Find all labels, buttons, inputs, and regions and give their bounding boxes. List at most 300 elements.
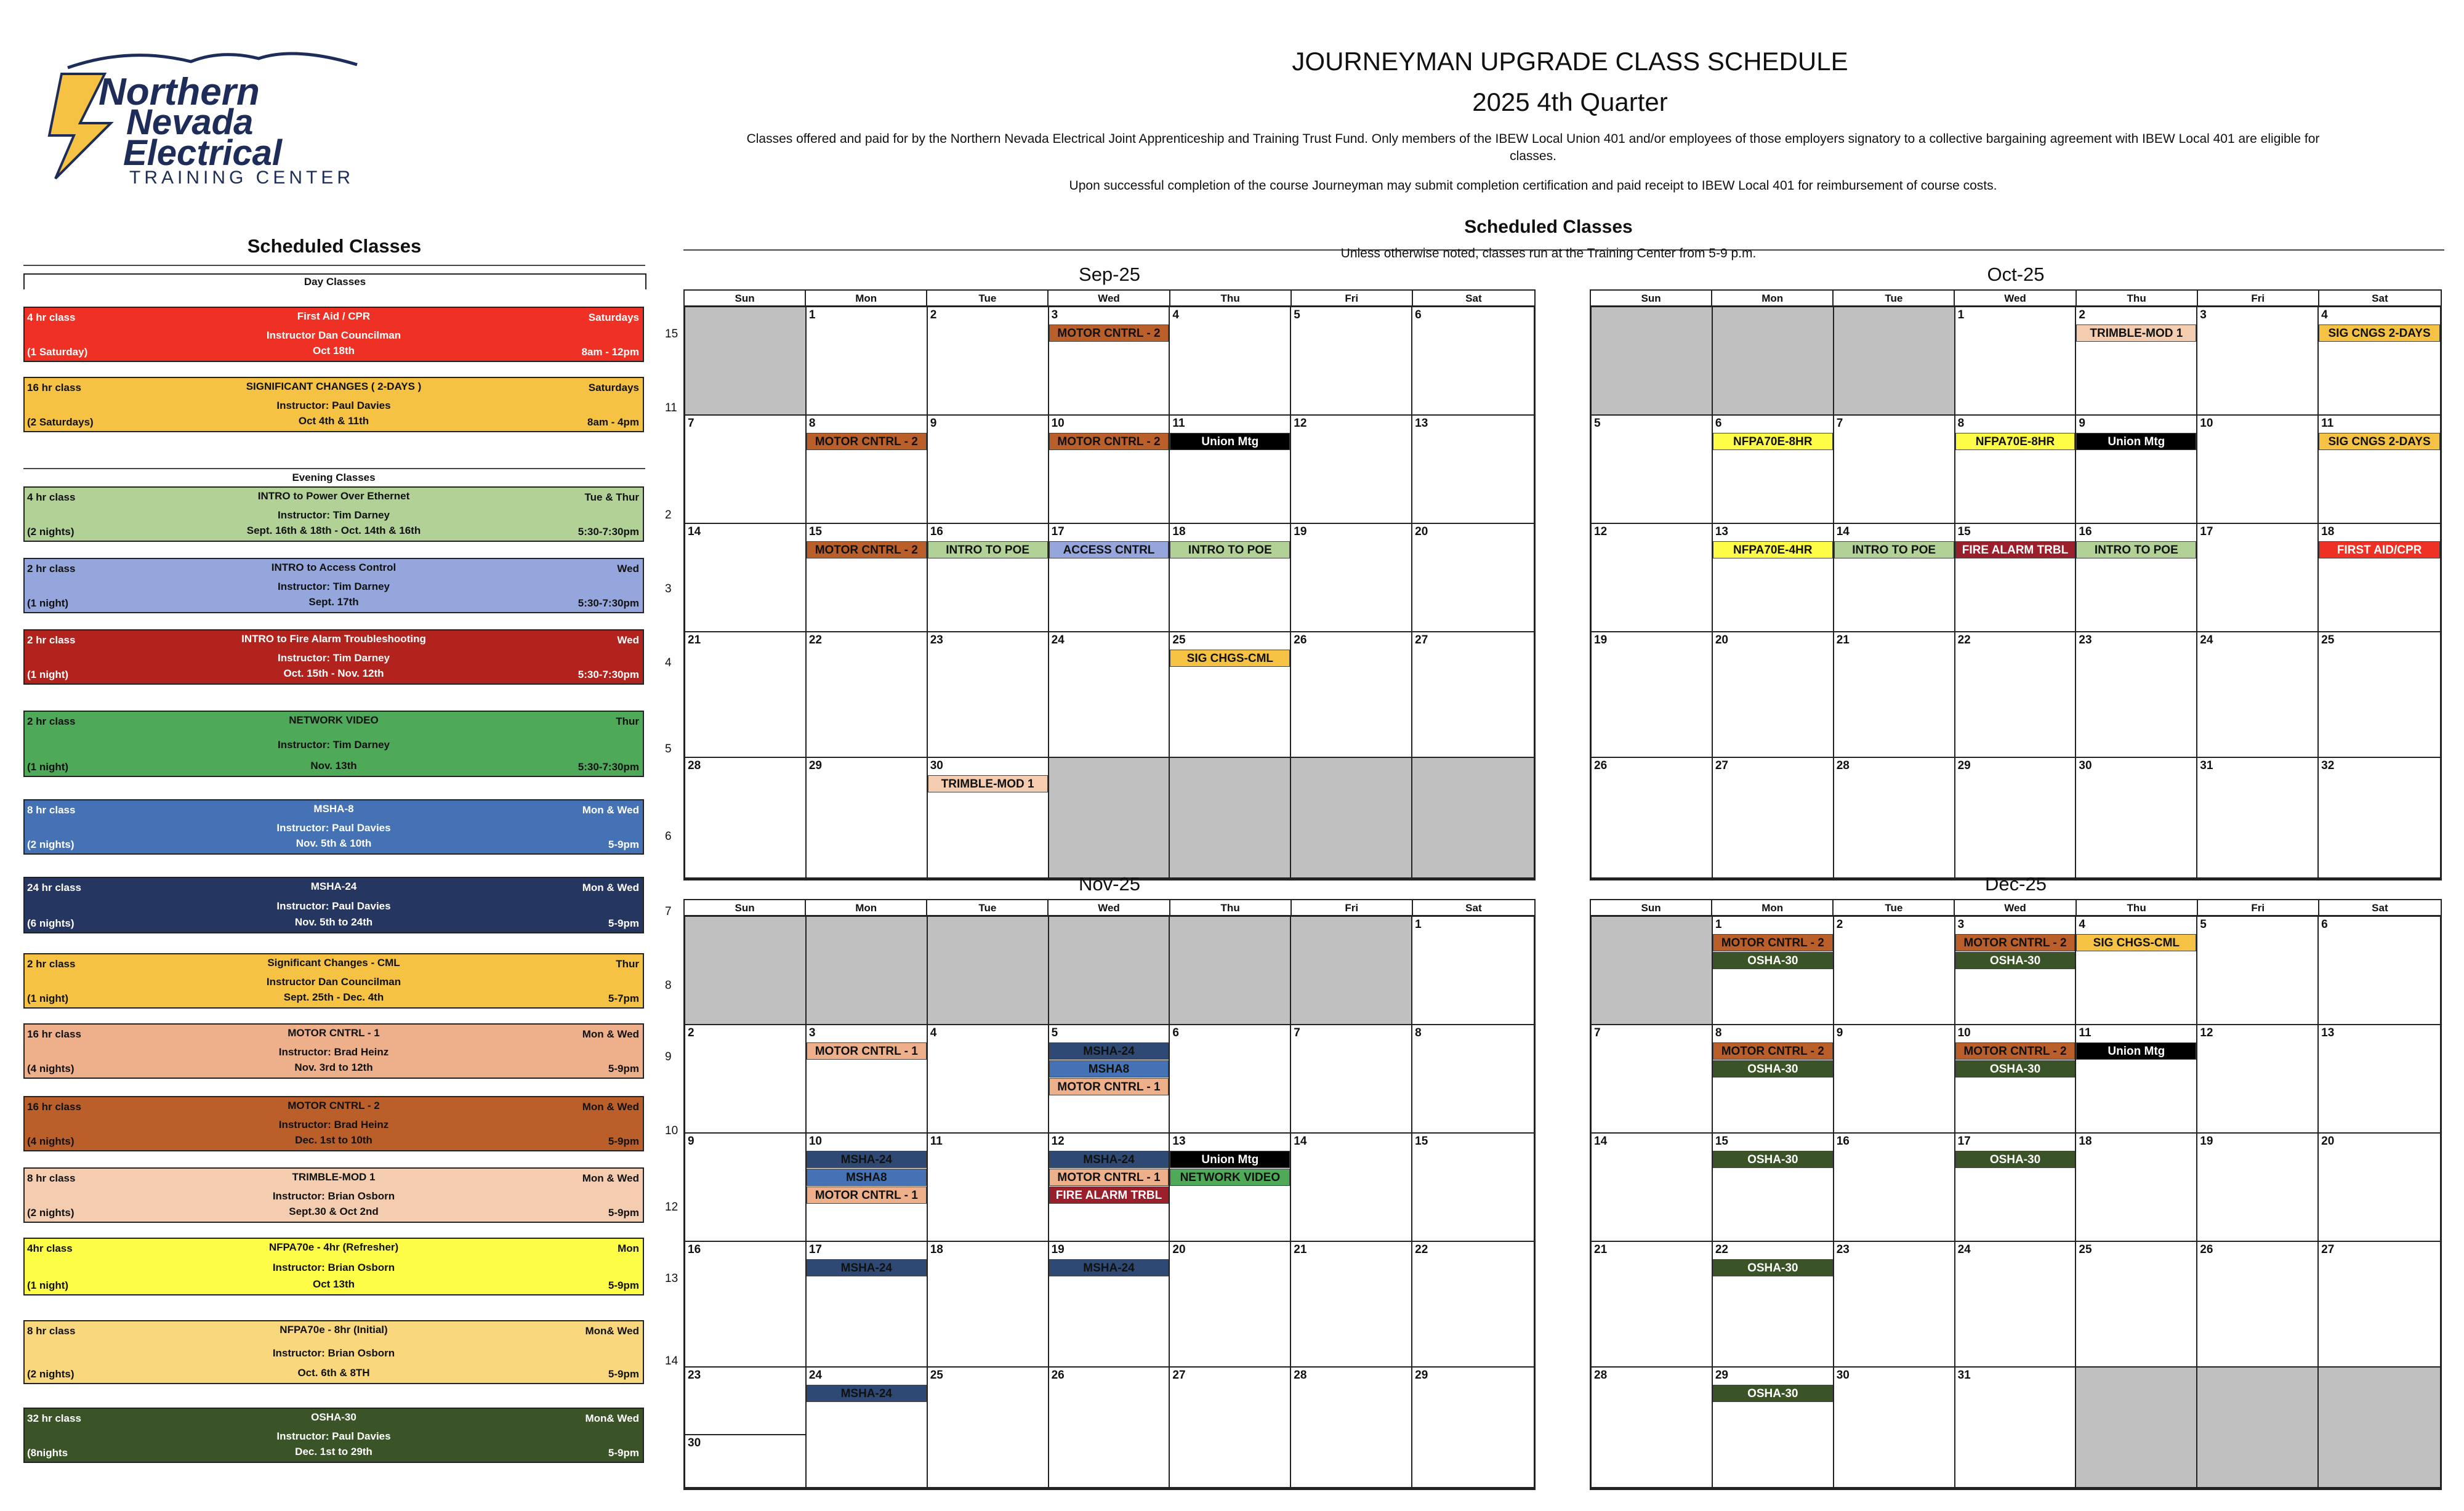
day-classes-heading: Day Classes [23, 273, 646, 289]
day-cell[interactable] [928, 1025, 1049, 1134]
month-grid [683, 915, 1536, 1490]
day-cell[interactable] [1170, 1242, 1291, 1368]
day-cell[interactable] [1412, 1134, 1534, 1242]
day-cell[interactable] [2197, 307, 2319, 416]
day-cell[interactable] [1713, 524, 1834, 632]
calendar-event[interactable]: SIG CHGS-CML [2076, 934, 2196, 951]
weekday-label: Thu [2077, 900, 2198, 916]
day-cell[interactable] [1291, 524, 1412, 632]
class-dates: Nov. 5th to 24th [294, 916, 373, 928]
class-dates: Nov. 3rd to 12th [294, 1062, 373, 1073]
day-number: 5 [1594, 417, 1601, 430]
day-cell[interactable] [1592, 1134, 1713, 1242]
day-cell[interactable] [1713, 632, 1834, 758]
calendar-event[interactable]: MOTOR CNTRL - 1 [1049, 1078, 1169, 1095]
calendar-event[interactable]: SIG CHGS-CML [1170, 650, 1290, 667]
day-cell[interactable] [1291, 1242, 1412, 1368]
class-instructor: Instructor: Paul Davies [276, 900, 391, 912]
day-cell[interactable] [2197, 758, 2319, 879]
class-name: MSHA-24 [310, 880, 357, 892]
weekday-label: Sun [685, 291, 806, 307]
day-cell[interactable] [807, 1242, 928, 1368]
weekday-label: Sat [2372, 292, 2388, 304]
class-hours: 32 hr class [27, 1412, 81, 1424]
day-number: 18 [1172, 525, 1186, 538]
class-instructor: Instructor: Brian Osborn [272, 1347, 395, 1359]
calendar-event[interactable]: MSHA-24 [807, 1259, 927, 1276]
day-cell[interactable] [1955, 416, 2077, 524]
day-number: 9 [930, 417, 937, 430]
day-number: 5 [1294, 308, 1300, 321]
day-number: 20 [1172, 1243, 1186, 1256]
day-cell[interactable] [1049, 1368, 1170, 1488]
day-cell[interactable] [1834, 1368, 1955, 1488]
class-time: 5:30-7:30pm [578, 761, 639, 773]
weekday-label: Fri [2198, 291, 2319, 307]
class-name: INTRO to Fire Alarm Troubleshooting [241, 633, 426, 645]
class-block [23, 558, 644, 613]
day-number: 8 [1415, 1026, 1422, 1039]
day-cell[interactable] [1834, 632, 1955, 758]
day-cell[interactable] [1955, 1368, 2077, 1488]
day-cell[interactable] [1955, 758, 2077, 879]
day-number: 16 [930, 525, 943, 538]
calendar-event[interactable]: MOTOR CNTRL - 2 [1955, 934, 2075, 951]
weekday-label: Wed [1955, 291, 2076, 307]
calendar-event[interactable]: Union Mtg [1170, 433, 1290, 450]
week-number: 9 [665, 1050, 672, 1063]
day-number: 9 [1836, 1026, 1843, 1039]
class-days: Wed [617, 634, 639, 646]
day-cell[interactable] [1713, 758, 1834, 879]
day-cell[interactable] [1170, 416, 1291, 524]
class-days: Saturdays [588, 312, 639, 323]
day-cell[interactable] [1412, 1025, 1534, 1134]
day-number: 16 [1836, 1135, 1850, 1148]
day-cell[interactable] [1713, 1242, 1834, 1368]
day-cell[interactable] [1713, 1368, 1834, 1488]
day-cell[interactable] [685, 1242, 807, 1368]
calendar-event[interactable]: MOTOR CNTRL - 1 [807, 1042, 927, 1060]
calendar-event[interactable]: FIRE ALARM TRBL [1955, 541, 2075, 558]
day-cell[interactable] [1049, 1242, 1170, 1368]
class-days: Mon& Wed [585, 1325, 639, 1337]
day-cell[interactable] [807, 416, 928, 524]
day-cell[interactable] [1834, 758, 1955, 879]
class-time: 8am - 4pm [587, 416, 639, 428]
class-time: 5-7pm [608, 993, 639, 1004]
calendar-event[interactable]: MOTOR CNTRL - 2 [1713, 934, 1833, 951]
calendar-event[interactable]: NFPA70E-8HR [1713, 433, 1833, 450]
day-cell[interactable] [2319, 1025, 2440, 1134]
day-cell[interactable] [2197, 1134, 2319, 1242]
day-cell[interactable] [685, 416, 807, 524]
class-name: NFPA70e - 8hr (Initial) [280, 1324, 388, 1336]
calendar-event[interactable]: MSHA-24 [1049, 1151, 1169, 1168]
day-number: 29 [1957, 759, 1971, 772]
calendar-event[interactable]: FIRST AID/CPR [2319, 541, 2440, 558]
class-days: Tue & Thur [584, 491, 639, 503]
day-cell[interactable] [928, 1134, 1049, 1242]
calendar-event[interactable]: OSHA-30 [1713, 1385, 1833, 1402]
class-dates: Dec. 1st to 29th [295, 1446, 372, 1457]
day-number: 8 [1957, 417, 1965, 430]
week-number: 2 [665, 509, 672, 522]
day-number: 1 [1415, 918, 1422, 931]
calendar-event[interactable]: MOTOR CNTRL - 2 [1713, 1042, 1833, 1060]
class-dates: Sept. 16th & 18th - Oct. 14th & 16th [246, 525, 421, 536]
calendar-event[interactable]: TRIMBLE-MOD 1 [928, 775, 1048, 792]
day-cell[interactable] [2319, 307, 2440, 416]
day-cell[interactable] [928, 416, 1049, 524]
day-cell[interactable] [1834, 917, 1955, 1025]
calendar-event[interactable]: OSHA-30 [1955, 952, 2075, 969]
calendar-event[interactable]: INTRO TO POE [928, 541, 1048, 558]
class-days: Mon [618, 1243, 639, 1254]
day-cell[interactable] [807, 1368, 928, 1488]
day-cell[interactable] [1412, 1368, 1534, 1488]
day-cell[interactable] [2197, 1025, 2319, 1134]
day-number: 24 [808, 1369, 822, 1382]
class-time: 5-9pm [608, 1207, 639, 1219]
day-cell[interactable] [1291, 1025, 1412, 1134]
class-days: Wed [617, 563, 639, 574]
class-time: 5:30-7:30pm [578, 526, 639, 538]
day-cell[interactable] [685, 524, 807, 632]
day-cell[interactable] [2076, 917, 2197, 1025]
day-cell[interactable] [1049, 1025, 1170, 1134]
day-cell[interactable] [2319, 524, 2440, 632]
day-number: 11 [2321, 417, 2334, 430]
calendar-event[interactable]: MSHA8 [1049, 1060, 1169, 1078]
day-number: 11 [2079, 1026, 2092, 1039]
calendar-event[interactable]: MSHA-24 [807, 1151, 927, 1168]
day-cell[interactable] [2319, 1242, 2440, 1368]
weekday-label: Sun [1591, 900, 1712, 916]
calendar-event[interactable]: SIG CNGS 2-DAYS [2319, 433, 2440, 450]
calendar-event[interactable]: MOTOR CNTRL - 2 [1049, 324, 1169, 342]
day-cell[interactable] [2319, 632, 2440, 758]
calendar-event[interactable]: MSHA-24 [1049, 1259, 1169, 1276]
day-cell[interactable] [1170, 1134, 1291, 1242]
evening-classes-heading: Evening Classes [23, 470, 644, 485]
day-cell[interactable] [1955, 917, 2077, 1025]
weekday-header [683, 289, 1536, 307]
weekday-label: Tue [1834, 900, 1955, 916]
class-dates: Oct 18th [312, 345, 355, 357]
day-cell[interactable] [1834, 1025, 1955, 1134]
class-block [23, 799, 644, 855]
day-cell[interactable] [807, 1134, 928, 1242]
day-number: 20 [1415, 525, 1428, 538]
day-cell[interactable] [928, 758, 1049, 879]
day-number: 6 [1172, 1026, 1179, 1039]
day-cell[interactable] [1291, 1134, 1412, 1242]
day-cell[interactable] [928, 524, 1049, 632]
day-cell[interactable] [2197, 416, 2319, 524]
class-days: Mon & Wed [582, 1172, 639, 1184]
calendar-event[interactable]: ACCESS CNTRL [1049, 541, 1169, 558]
day-number: 7 [1836, 417, 1843, 430]
weekday-header [1590, 289, 2442, 307]
day-number: 12 [1294, 417, 1307, 430]
day-cell[interactable] [1412, 307, 1534, 416]
day-cell[interactable] [1592, 416, 1713, 524]
day-number: 22 [1957, 634, 1971, 647]
day-number: 14 [1594, 1135, 1608, 1148]
logo-line1: Northern [99, 71, 260, 113]
day-number: 28 [1294, 1369, 1307, 1382]
week-number: 15 [665, 328, 678, 340]
class-count: (2 nights) [27, 839, 74, 850]
day-cell[interactable] [1834, 1134, 1955, 1242]
day-cell[interactable] [928, 307, 1049, 416]
calendar-event[interactable]: NFPA70E-8HR [1955, 433, 2075, 450]
day-cell[interactable] [685, 1134, 807, 1242]
day-cell[interactable] [2197, 524, 2319, 632]
day-cell[interactable] [2076, 1242, 2197, 1368]
day-cell[interactable] [1834, 416, 1955, 524]
day-cell[interactable] [2076, 1025, 2197, 1134]
day-cell[interactable] [1049, 632, 1170, 758]
day-cell[interactable] [2076, 307, 2197, 416]
class-block [23, 1320, 644, 1384]
day-cell[interactable] [2197, 1242, 2319, 1368]
day-cell[interactable] [1713, 917, 1834, 1025]
day-number: 24 [2200, 634, 2213, 647]
day-cell[interactable] [2076, 1134, 2197, 1242]
calendar-event[interactable]: INTRO TO POE [1170, 541, 1290, 558]
calendar-event[interactable]: OSHA-30 [1955, 1151, 2075, 1168]
class-count: (4 nights) [27, 1063, 74, 1074]
calendar-event[interactable]: SIG CNGS 2-DAYS [2319, 324, 2440, 342]
day-cell[interactable] [1170, 524, 1291, 632]
day-number: 29 [1715, 1369, 1728, 1382]
day-cell[interactable] [1170, 307, 1291, 416]
empty-day-cell [807, 917, 928, 1025]
day-cell[interactable] [1170, 1368, 1291, 1488]
day-number: 21 [1836, 634, 1850, 647]
day-cell[interactable] [1291, 632, 1412, 758]
month-grid [683, 305, 1536, 880]
day-number: 2 [930, 308, 937, 321]
day-cell[interactable] [1412, 416, 1534, 524]
calendar-event[interactable]: OSHA-30 [1713, 1151, 1833, 1168]
class-hours: 4 hr class [27, 312, 76, 323]
calendar-event[interactable]: NETWORK VIDEO [1170, 1169, 1290, 1186]
calendar-event[interactable]: OSHA-30 [1713, 1060, 1833, 1078]
class-count: (1 night) [27, 993, 69, 1004]
day-cell[interactable] [2076, 416, 2197, 524]
calendar-event[interactable]: MOTOR CNTRL - 2 [807, 541, 927, 558]
day-cell[interactable] [1955, 524, 2077, 632]
class-count: (2 nights) [27, 526, 74, 538]
day-cell[interactable] [2197, 632, 2319, 758]
class-block [23, 307, 644, 362]
calendar-event[interactable]: OSHA-30 [1713, 952, 1833, 969]
day-cell[interactable] [685, 632, 807, 758]
logo-graphic [37, 43, 369, 185]
day-cell[interactable] [807, 307, 928, 416]
day-cell[interactable] [1049, 524, 1170, 632]
day-cell[interactable] [1592, 524, 1713, 632]
day-number: 14 [688, 525, 701, 538]
calendar-event[interactable]: Union Mtg [2076, 1042, 2196, 1060]
class-block [23, 711, 644, 777]
calendar-event[interactable]: MSHA8 [807, 1169, 927, 1186]
day-number: 10 [808, 1135, 822, 1148]
calendar-event[interactable]: MOTOR CNTRL - 1 [1049, 1169, 1169, 1186]
calendar-event[interactable]: FIRE ALARM TRBL [1049, 1187, 1169, 1204]
class-instructor: Instructor: Paul Davies [276, 822, 391, 834]
day-cell[interactable] [1412, 632, 1534, 758]
day-number: 28 [1594, 1369, 1608, 1382]
day-cell[interactable] [807, 524, 928, 632]
day-cell[interactable] [1049, 416, 1170, 524]
day-cell[interactable] [1291, 307, 1412, 416]
day-cell[interactable] [1291, 416, 1412, 524]
day-number: 18 [930, 1243, 943, 1256]
calendar-event[interactable]: OSHA-30 [1955, 1060, 2075, 1078]
day-cell[interactable] [928, 1242, 1049, 1368]
day-number: 13 [1415, 417, 1428, 430]
day-cell[interactable] [1955, 1242, 2077, 1368]
weekday-label: Sun [685, 900, 806, 916]
day-number: 23 [1836, 1243, 1850, 1256]
day-cell[interactable] [1592, 1025, 1713, 1134]
day-cell[interactable] [685, 758, 807, 879]
class-dates: Nov. 13th [310, 760, 357, 772]
day-cell[interactable] [1412, 1242, 1534, 1368]
day-cell[interactable] [1713, 1134, 1834, 1242]
day-cell[interactable] [2319, 917, 2440, 1025]
calendar-event[interactable]: NFPA70E-4HR [1713, 541, 1833, 558]
quarter-title: 2025 4th Quarter [1472, 87, 1668, 116]
day-number: 15 [808, 525, 822, 538]
day-cell[interactable] [1713, 416, 1834, 524]
logo-line2: Nevada [126, 102, 254, 142]
class-name: TRIMBLE-MOD 1 [292, 1171, 376, 1183]
calendar-event[interactable]: MOTOR CNTRL - 2 [1049, 433, 1169, 450]
day-cell[interactable] [1049, 1134, 1170, 1242]
empty-day-cell [1291, 758, 1412, 879]
empty-day-cell [685, 917, 807, 1025]
day-cell[interactable] [1834, 524, 1955, 632]
day-cell[interactable] [2076, 524, 2197, 632]
day-cell[interactable] [807, 1025, 928, 1134]
calendar-event[interactable]: Union Mtg [1170, 1151, 1290, 1168]
calendar-event[interactable]: MOTOR CNTRL - 2 [807, 433, 927, 450]
calendar-event[interactable]: MSHA-24 [807, 1385, 927, 1402]
day-cell[interactable] [1412, 917, 1534, 1025]
month-grid [1590, 305, 2442, 880]
weekday-label: Tue [1834, 291, 1955, 307]
day-number: 13 [1715, 525, 1728, 538]
calendar-event[interactable]: MOTOR CNTRL - 2 [1955, 1042, 2075, 1060]
day-cell[interactable] [1834, 1242, 1955, 1368]
day-number: 21 [1594, 1243, 1608, 1256]
day-cell[interactable] [1592, 758, 1713, 879]
day-cell[interactable] [1955, 1025, 2077, 1134]
class-count: (1 night) [27, 1279, 69, 1291]
week-number: 5 [665, 743, 672, 756]
class-time: 8am - 12pm [581, 346, 639, 358]
day-cell[interactable] [2197, 917, 2319, 1025]
week-number: 10 [665, 1124, 678, 1137]
day-cell[interactable] [2076, 758, 2197, 879]
day-number: 15 [1715, 1135, 1728, 1148]
page-title: JOURNEYMAN UPGRADE CLASS SCHEDULE [1292, 47, 1848, 76]
day-cell[interactable] [1955, 307, 2077, 416]
day-cell[interactable] [1170, 1025, 1291, 1134]
class-hours: 2 hr class [27, 958, 76, 970]
day-cell[interactable] [2319, 1134, 2440, 1242]
day-number: 19 [1594, 634, 1608, 647]
day-cell[interactable] [807, 632, 928, 758]
calendar-event[interactable]: TRIMBLE-MOD 1 [2076, 324, 2196, 342]
day-number: 13 [2321, 1026, 2335, 1039]
day-cell[interactable] [807, 758, 928, 879]
day-cell[interactable] [1291, 1368, 1412, 1488]
class-name: MSHA-8 [313, 803, 354, 815]
class-block [23, 1238, 644, 1295]
day-cell[interactable] [928, 1368, 1049, 1488]
day-cell[interactable] [1713, 1025, 1834, 1134]
day-number: 27 [1715, 759, 1728, 772]
day-number: 12 [1051, 1135, 1065, 1148]
calendar-event[interactable]: MSHA-24 [1049, 1042, 1169, 1060]
weekday-label: Thu [2077, 291, 2198, 307]
calendar-event[interactable]: MOTOR CNTRL - 1 [807, 1187, 927, 1204]
day-number: 4 [2079, 918, 2085, 931]
calendar-event[interactable]: Union Mtg [2076, 433, 2196, 450]
day-cell[interactable] [1170, 632, 1291, 758]
week-number: 3 [665, 582, 672, 595]
class-instructor: Instructor: Brian Osborn [272, 1190, 395, 1202]
logo-line4: TRAINING CENTER [129, 167, 355, 185]
class-hours: 8 hr class [27, 804, 76, 816]
class-dates: Dec. 1st to 10th [295, 1134, 372, 1146]
day-cell[interactable] [2319, 758, 2440, 879]
day-number: 14 [1294, 1135, 1307, 1148]
day-number: 26 [2200, 1243, 2213, 1256]
class-time: 5-9pm [608, 1279, 639, 1291]
day-cell[interactable] [685, 1368, 807, 1488]
day-number: 2 [1836, 918, 1843, 931]
class-name: INTRO to Access Control [271, 562, 397, 573]
calendar-event[interactable]: INTRO TO POE [1834, 541, 1954, 558]
day-cell[interactable] [1412, 524, 1534, 632]
calendar-event[interactable]: OSHA-30 [1713, 1259, 1833, 1276]
day-number: 18 [2321, 525, 2335, 538]
calendar-event[interactable]: INTRO TO POE [2076, 541, 2196, 558]
weekday-label: Sat [1465, 292, 1482, 304]
day-cell[interactable] [928, 632, 1049, 758]
day-cell[interactable] [1955, 632, 2077, 758]
day-number: 16 [2079, 525, 2092, 538]
day-cell[interactable] [1592, 1242, 1713, 1368]
day-cell[interactable] [2076, 632, 2197, 758]
day-number: 12 [1594, 525, 1608, 538]
day-cell[interactable] [2319, 416, 2440, 524]
day-cell[interactable] [1955, 1134, 2077, 1242]
day-cell[interactable] [1592, 632, 1713, 758]
day-number: 30 [2079, 759, 2092, 772]
day-cell[interactable] [1592, 1368, 1713, 1488]
day-cell[interactable] [685, 1025, 807, 1134]
day-cell[interactable] [1049, 307, 1170, 416]
empty-day-cell [928, 917, 1049, 1025]
